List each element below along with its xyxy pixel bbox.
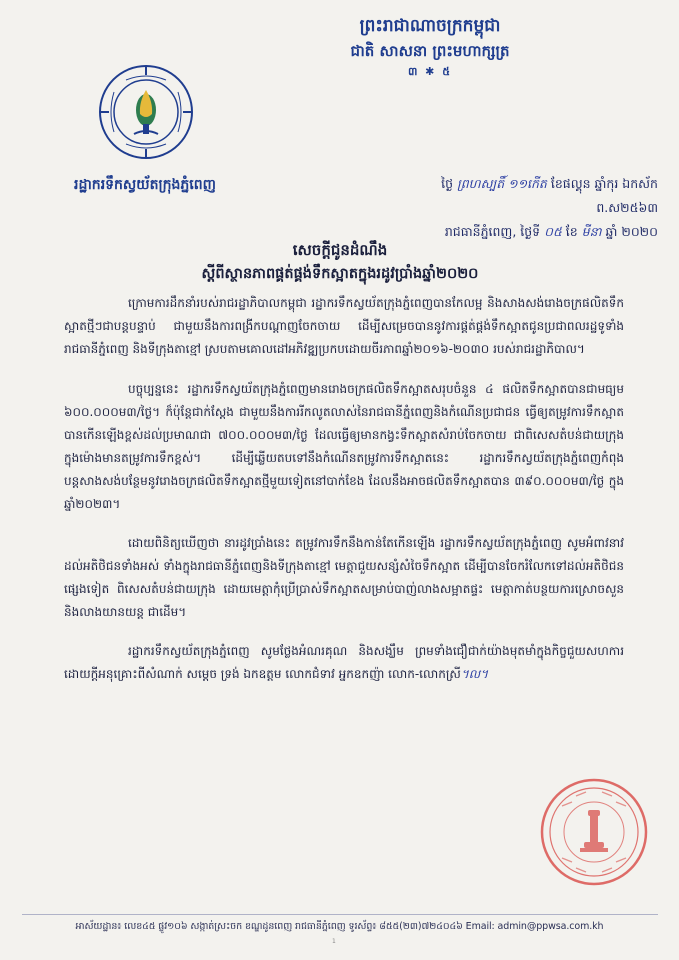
header-ornament: ៣ ✱ ៥ [407,65,453,78]
solar-month: មីនា [581,224,602,239]
kingdom-name: ព្រះរាជាណាចក្រកម្ពុជា [359,16,501,36]
solar-prefix: រាជធានីភ្នំពេញ, ថ្ងៃទី [444,224,541,239]
national-motto: ជាតិ សាសនា ព្រះមហាក្សត្រ [350,42,510,60]
paragraph-1: ក្រោមការដឹកនាំរបស់រាជរដ្ឋាភិបាលកម្ពុជា រដ្ឋាករទឹកស្វយ័តក្រុងភ្នំពេញបានកែលម្អ និងសាងសង់រោងចក្រផលិតទឹកស្អាតថ្មីៗជាបន្តបន្ទាប់ ជាមួយនឹងការពង្រីកបណ្តាញចែកចាយ ដើម្បីសម្រេចបាននូវការផ្គត់ផ្គង់ទឹកស្អាតជូនប្រជាពលរដ្ឋទូទាំងរាជធានីភ្នំពេញ និងទីក្រុងតាខ្មៅ ស្របតាមគោលដៅអភិវឌ្ឍប្រកបដោយចីរភាពឆ្នាំ២០១៦-២០៣០ របស់រាជរដ្ឋាភិបាល។ [64,296,624,356]
paragraph-4-end: ។ល។ [460,667,489,681]
lunar-prefix: ថ្ងៃ [441,176,454,191]
solar-year: ឆ្នាំ ២០២០ [605,224,658,239]
paragraph-4 [64,640,624,686]
notice-heading: សេចក្តីជូនដំណឹង [292,241,388,259]
ppwsa-logo-icon [96,62,196,162]
kingdom-header [260,14,600,80]
lunar-date [388,172,658,220]
notice-title [60,238,620,286]
authority-name: រដ្ឋាករទឹកស្វយ័តក្រុងភ្នំពេញ [74,177,216,193]
solar-month-label: ខែ [565,224,578,239]
paragraph-4-text: រដ្ឋាករទឹកស្វយ័តក្រុងភ្នំពេញ សូមថ្លែងអំណរគុណ និងសង្ឃឹម ព្រមទាំងជឿជាក់យ៉ាងមុតមាំក្នុងកិច្ចជួយសហការដោយក្តីអនុគ្រោះពីសំណាក់ សម្តេច ទ្រង់ ឯកឧត្តម លោកជំទាវ អ្នកឧកញ៉ា លោក-លោកស្រី [64,644,624,681]
footer-divider [22,914,658,915]
lunar-suffix: ខែផល្គុន ឆ្នាំកុរ ឯកស័ក ព.ស២៥៦៣ [550,176,658,215]
page-number: 1 [332,938,336,945]
footer-email: Email: admin@ppwsa.com.kh [465,921,604,932]
official-seal-icon [538,776,650,888]
paragraph-2: បច្ចុប្បន្ននេះ រដ្ឋាករទឹកស្វយ័តក្រុងភ្នំពេញមានរោងចក្រផលិតទឹកស្អាតសរុបចំនួន ៤ ផលិតទឹកស្អាតបានជាមធ្យម ៦០០.០០០ម៣/ថ្ងៃ។ ក៏ប៉ុន្តែជាក់ស្តែង ជាមួយនឹងការរីកលូតលាស់នៃរាជធានីភ្នំពេញនិងកំណើនប្រជាជន ធ្វើឲ្យតម្រូវការទឹកស្អាតបានកើនឡើងខ្ពស់ដល់ប្រមាណជា ៧០០.០០០ម៣/ថ្ងៃ ដែលធ្វើឲ្យមានកង្វះទឹកស្អាតសំរាប់ចែកចាយ ជាពិសេសតំបន់ជាយក្រុងក្នុងម៉ោងមានតម្រូវការទឹកខ្ពស់។ ដើម្បីឆ្លើយតបទៅនឹងកំណើនតម្រូវការទឹកស្អាតនេះ រដ្ឋាករទឹកស្វយ័តក្រុងភ្នំពេញកំពុងបន្តសាងសង់បន្ថែមនូវរោងចក្រផលិតទឹកស្អាតថ្មីមួយទៀតនៅបាក់ខែង ដែលនឹងអាចផលិតទឹកស្អាតបាន ៣៩០.០០០ម៣/ថ្ងៃ ក្នុងឆ្នាំ២០២៣។ [64,382,624,511]
footer-address: អាស័យដ្ឋាន៖ លេខ៤៥ ផ្លូវ១០៦ សង្កាត់ស្រះចក ខណ្ឌដូនពេញ រាជធានីភ្នំពេញ ទូរស័ព្ទ៖ ៨៥៥(២៣)៧២៤០៤៦ [75,921,463,932]
paragraph-3: ដោយពិនិត្យឃើញថា នារដូវប្រាំងនេះ តម្រូវការទឹកនឹងកាន់តែកើនឡើង រដ្ឋាករទឹកស្វយ័តក្រុងភ្នំពេញ សូមអំពាវនាវដល់អតិថិជនទាំងអស់ ទាំងក្នុងរាជធានីភ្នំពេញនិងទីក្រុងតាខ្មៅ មេត្តាជួយសន្សំសំចៃទឹកស្អាត ដើម្បីបានចែករំលែកទៅដល់អតិថិជនផ្សេងទៀត ពិសេសតំបន់ជាយក្រុង ដោយមេត្តាកុំប្រើប្រាស់ទឹកស្អាតសម្រាប់បាញ់លាងសម្អាតផ្ទះ មេត្តាកាត់បន្ថយការស្រោចសួននិងលាងយានយន្ត ជាដើម។ [64,536,624,619]
notice-subject: ស្តីពីស្ថានភាពផ្គត់ផ្គង់ទឹកស្អាតក្នុងរដូវប្រាំងឆ្នាំ២០២០ [201,266,479,282]
lunar-handwritten: ព្រហស្បតិ៍ ១១កើត [457,176,547,191]
solar-day: ០៥ [544,224,562,239]
footer [0,920,679,934]
notice-body [64,292,624,699]
date-block [388,172,658,244]
